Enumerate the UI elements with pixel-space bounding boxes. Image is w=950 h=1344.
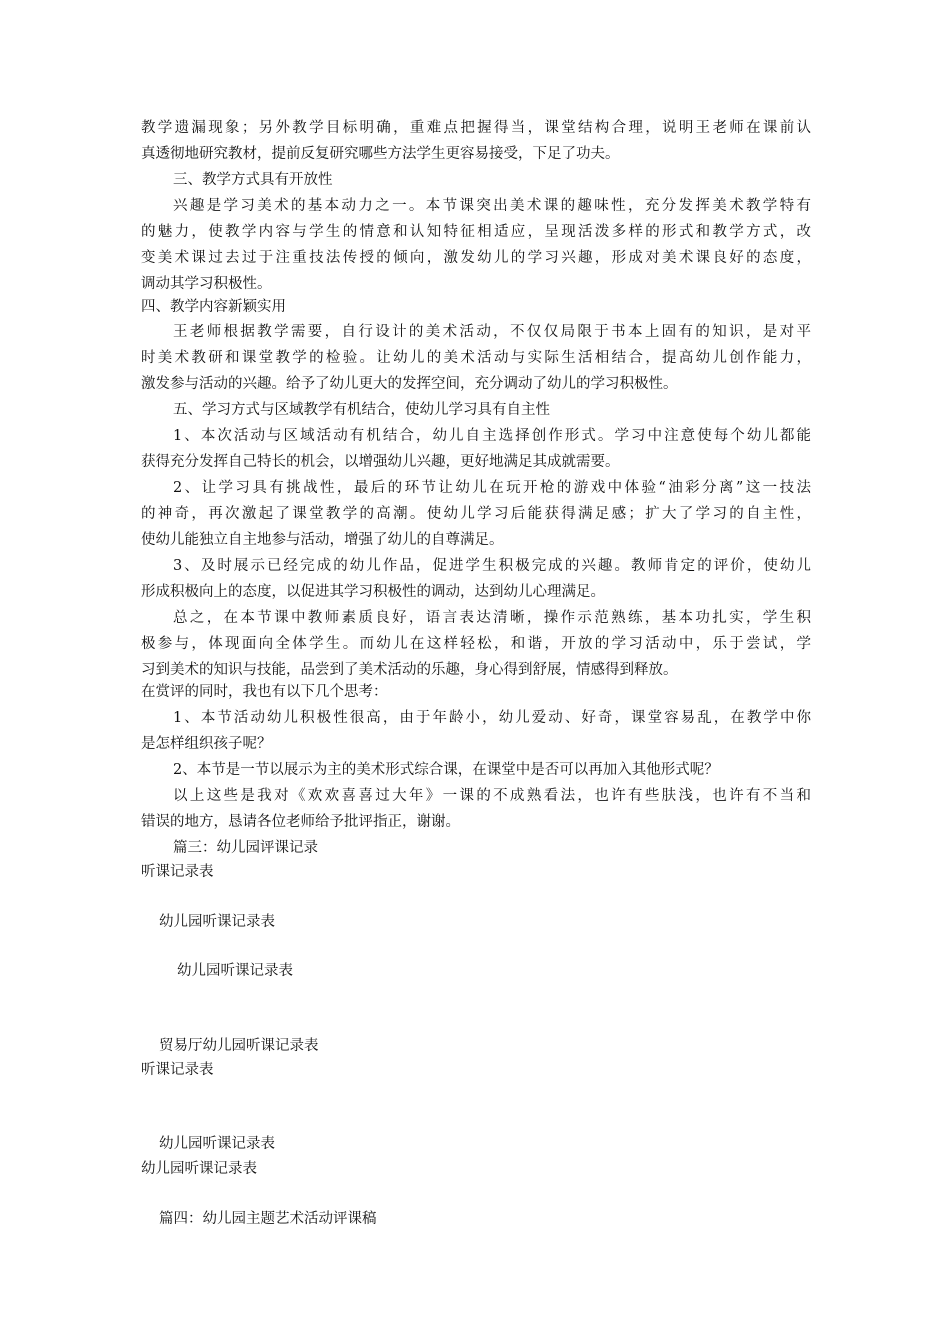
paragraph-line: 1、本节活动幼儿积极性很高，由于年龄小，幼儿爱动、好奇，课堂容易乱，在教学中你 [173,710,811,726]
paragraph-line: 教学遗漏现象；另外教学目标明确，重难点把握得当，课堂结构合理，说明王老师在课前认 [141,120,811,136]
paragraph-line: 在赏评的同时，我也有以下几个思考： [141,684,388,700]
paragraph-line: 时美术教研和课堂教学的检验。让幼儿的美术活动与实际生活相结合，提高幼儿创作能力， [141,350,811,366]
paragraph-line: 形成积极向上的态度，以促进其学习积极性的调动，达到幼儿心理满足。 [141,584,605,600]
paragraph-line: 激发参与活动的兴趣。给予了幼儿更大的发挥空间，充分调动了幼儿的学习积极性。 [141,376,678,392]
subheading: 听课记录表 [141,864,214,880]
subheading: 幼儿园听课记录表 [177,963,293,979]
subheading: 幼儿园听课记录表 [141,1161,257,1177]
paragraph-line: 2、让学习具有挑战性，最后的环节让幼儿在玩开枪的游戏中体验“油彩分离”这一技法 [173,480,811,496]
subheading: 幼儿园听课记录表 [159,914,275,930]
paragraph-line: 错误的地方，恳请各位老师给予批评指正，谢谢。 [141,814,460,830]
section-heading: 三、教学方式具有开放性 [173,172,333,188]
paragraph-line: 真透彻地研究教材，提前反复研究哪些方法学生更容易接受，下足了功夫。 [141,146,620,162]
paragraph-line: 总之，在本节课中教师素质良好，语言表达清晰，操作示范熟练，基本功扎实，学生积 [173,610,811,626]
paragraph-line: 变美术课过去过于注重技法传授的倾向，激发幼儿的学习兴趣，形成对美术课良好的态度， [141,250,811,266]
section-heading: 篇三：幼儿园评课记录 [173,840,318,856]
paragraph-line: 1、本次活动与区域活动有机结合，幼儿自主选择创作形式。学习中注意使每个幼儿都能 [173,428,811,444]
paragraph-line: 的神奇，再次激起了课堂教学的高潮。使幼儿学习后能获得满足感；扩大了学习的自主性， [141,506,811,522]
section-heading: 篇四：幼儿园主题艺术活动评课稿 [159,1211,377,1227]
paragraph-line: 是怎样组织孩子呢？ [141,736,272,752]
paragraph-line: 极参与，体现面向全体学生。而幼儿在这样轻松，和谐，开放的学习活动中，乐于尝试，学 [141,636,811,652]
paragraph-line: 2、本节是一节以展示为主的美术形式综合课，在课堂中是否可以再加入其他形式呢？ [173,762,719,778]
subheading: 幼儿园听课记录表 [159,1136,275,1152]
paragraph-line: 3、及时展示已经完成的幼儿作品，促进学生积极完成的兴趣。教师肯定的评价，使幼儿 [173,558,811,574]
subheading: 听课记录表 [141,1062,214,1078]
paragraph-line: 以上这些是我对《欢欢喜喜过大年》一课的不成熟看法，也许有些肤浅，也许有不当和 [173,788,811,804]
paragraph-line: 获得充分发挥自己特长的机会，以增强幼儿兴趣，更好地满足其成就需要。 [141,454,620,470]
subheading: 贸易厅幼儿园听课记录表 [159,1038,319,1054]
paragraph-line: 的魅力，使教学内容与学生的情意和认知特征相适应，呈现活泼多样的形式和教学方式，改 [141,224,811,240]
paragraph-line: 习到美术的知识与技能，品尝到了美术活动的乐趣，身心得到舒展，情感得到释放。 [141,662,678,678]
paragraph-line: 使幼儿能独立自主地参与活动，增强了幼儿的自尊满足。 [141,532,504,548]
section-heading: 四、教学内容新颖实用 [141,299,286,315]
paragraph-line: 兴趣是学习美术的基本动力之一。本节课突出美术课的趣味性，充分发挥美术教学特有 [173,198,811,214]
paragraph-line: 调动其学习积极性。 [141,276,272,292]
section-heading: 五、学习方式与区域教学有机结合，使幼儿学习具有自主性 [173,402,550,418]
paragraph-line: 王老师根据教学需要，自行设计的美术活动，不仅仅局限于书本上固有的知识，是对平 [173,324,811,340]
